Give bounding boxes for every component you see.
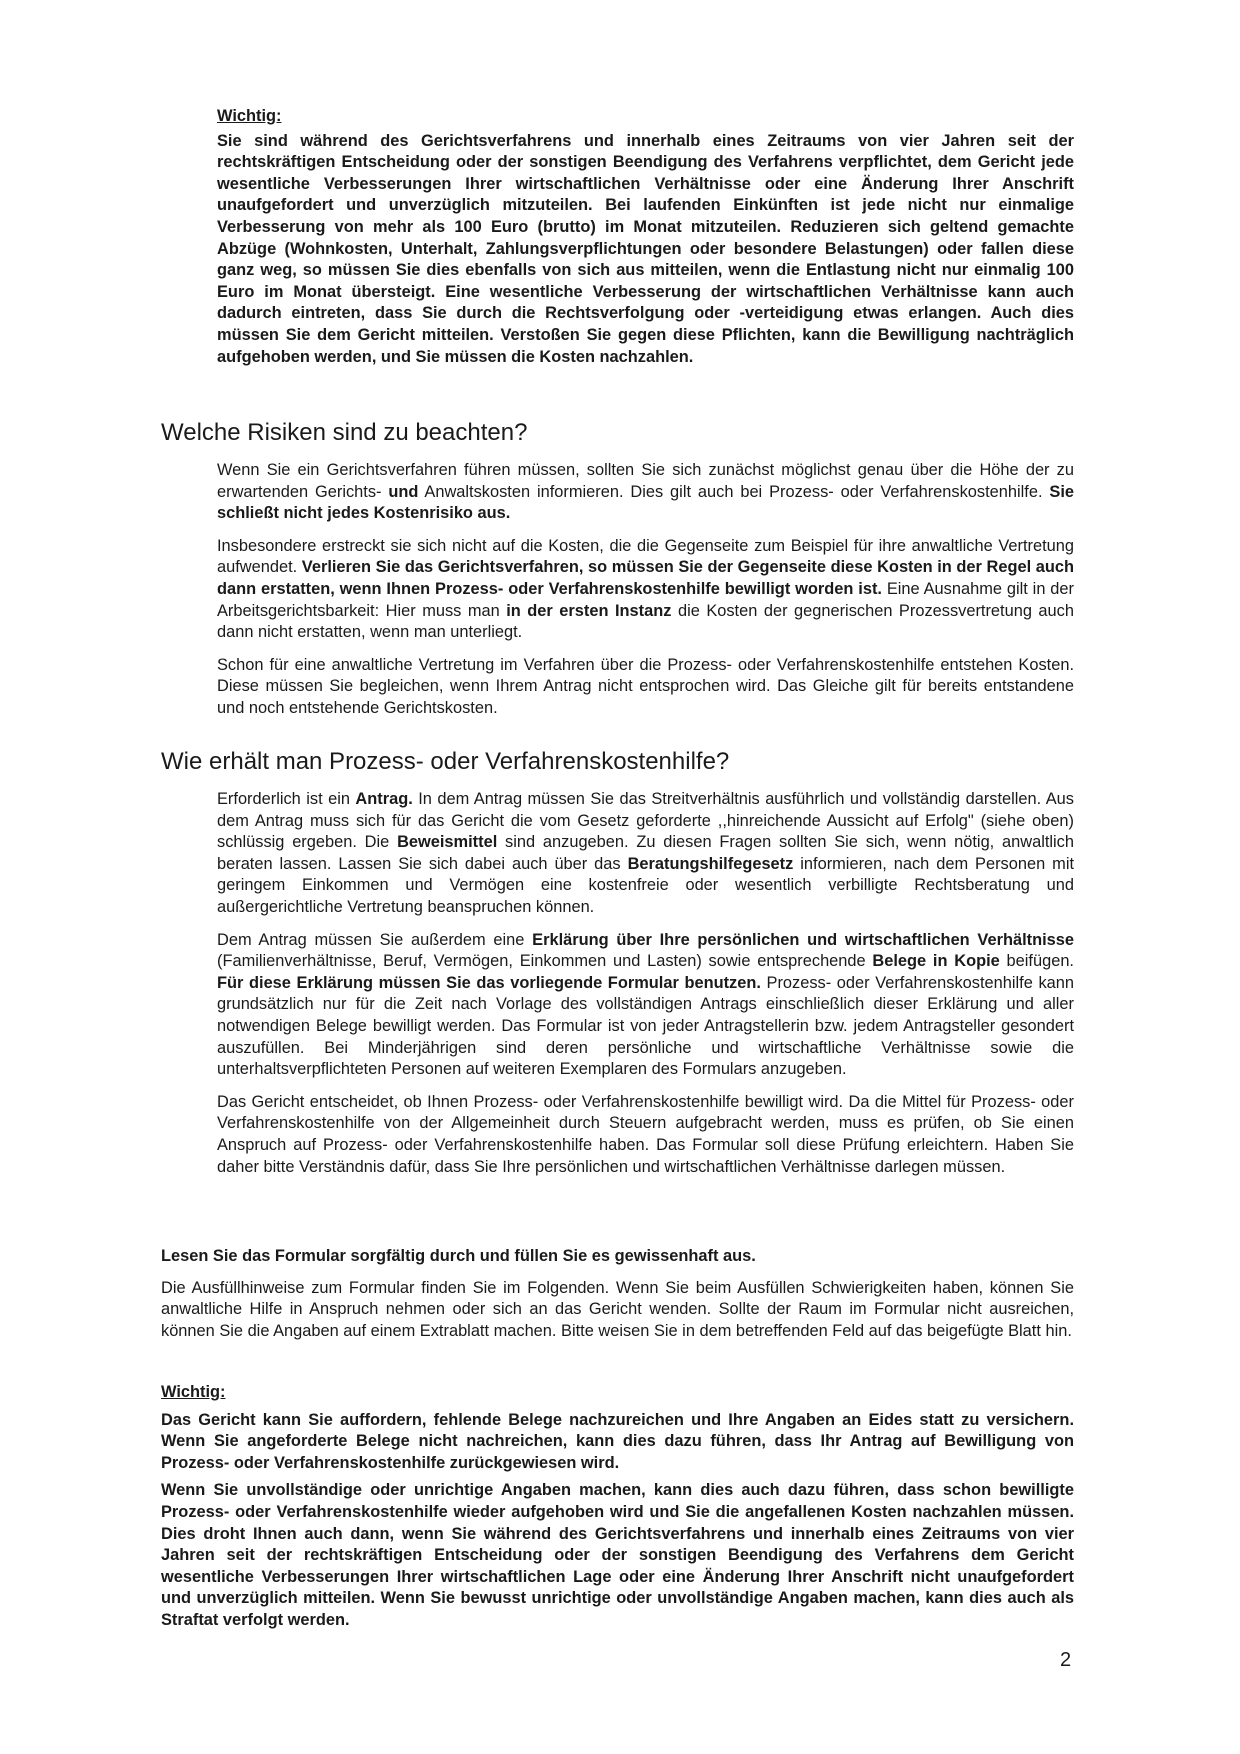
section-heading-risks: Welche Risiken sind zu beachten? [161,419,528,446]
application-paragraph-1: Erforderlich ist ein Antrag. In dem Antrag müssen Sie das Streitverhältnis ausführlich und vollständig darstellen. Aus dem Antrag muss sich für das Gericht die vom Gesetz geforderte ,,hinreichende Aussicht auf Erfolg" (siehe oben) schlüssig ergeben. Die Beweismittel sind anzugeben. Zu diesen Fragen sollten Sie sich, wenn nötig, anwaltlich beraten lassen. Lassen Sie sich dabei auch über das Beratungshilfegesetz informieren, nach dem Personen mit geringem Einkommen und Vermögen eine kostenfreie oder wesentlich verbilligte Rechtsberatung und außergerichtliche Vertretung beanspruchen können. [217,790,1075,916]
important-label: Wichtig: [161,1383,226,1401]
risks-paragraph-2: Insbesondere erstreckt sie sich nicht auf die Kosten, die die Gegenseite zum Beispiel für ihre anwaltliche Vertretung aufwendet. Verlieren Sie das Gerichtsverfahren, so müssen Sie der Gegenseite diese Kosten in der Regel auch dann erstatten, wenn Ihnen Prozess- oder Verfahrenskostenhilfe bewilligt worden ist. Eine Ausnahme gilt in der Arbeitsgerichtsbarkeit: Hier muss man in der ersten Instanz die Kosten der gegnerischen Prozessvertretung auch dann nicht erstatten, wenn man unterliegt. [217,536,1074,642]
important-notice-text-1: Das Gericht kann Sie auffordern, fehlende Belege nachzureichen und Ihre Angaben an Eides statt zu versichern. Wenn Sie angeforderte Belege nicht nachreichen, kann dies dazu führen, dass Ihr Antrag auf Bewilligung von Prozess- oder Verfahrenskostenhilfe zurückgewiesen wird. [161,1410,1074,1472]
risks-section-body [217,460,1074,720]
section-heading-application: Wie erhält man Prozess- oder Verfahrenskostenhilfe? [161,748,730,775]
application-section-body [217,789,1074,1178]
risks-paragraph-1: Wenn Sie ein Gerichtsverfahren führen müssen, sollten Sie sich zunächst möglichst genau über die Höhe der zu erwartenden Gerichts- und Anwaltskosten informieren. Dies gilt auch bei Prozess- oder Verfahrenskostenhilfe. Sie schließt nicht jedes Kostenrisiko aus. [217,461,1074,523]
risks-paragraph-3: Schon für eine anwaltliche Vertretung im Verfahren über die Prozess- oder Verfahrenskostenhilfe entstehen Kosten. Diese müssen Sie begleichen, wenn Ihrem Antrag nicht entsprochen wird. Das Gleiche gilt für bereits entstandene und noch entstehende Gerichtskosten. [217,655,1074,717]
important-notice-1 [217,106,1074,368]
application-paragraph-2: Dem Antrag müssen Sie außerdem eine Erklärung über Ihre persönlichen und wirtschaftlichen Verhältnisse (Familienverhältnisse, Beruf, Vermögen, Einkommen und Lasten) sowie entsprechende Belege in Kopie beifügen. Für diese Erklärung müssen Sie das vorliegende Formular benutzen. Prozess- oder Verfahrenskostenhilfe kann grundsätzlich nur für die Zeit nach Vorlage des vollständigen Antrags einschließlich dieser Erklärung und aller notwendigen Belege bewilligt werden. Das Formular ist von jeder Antragstellerin bzw. jedem Antragsteller gesondert auszufüllen. Bei Minderjährigen sind deren persönliche und wirtschaftliche Verhältnisse sowie die unterhaltsverpflichteten Personen auf weiteren Exemplaren des Formulars anzugeben. [217,930,1074,1079]
page-number: 2 [1060,1649,1072,1671]
instructions-block [161,1246,1074,1342]
important-notice-2 [161,1382,1074,1632]
important-label: Wichtig: [217,107,282,125]
instructions-text: Die Ausfüllhinweise zum Formular finden Sie im Folgenden. Wenn Sie beim Ausfüllen Schwierigkeiten haben, können Sie anwaltliche Hilfe in Anspruch nehmen oder sich an das Gericht wenden. Sollte der Raum im Formular nicht ausreichen, können Sie die Angaben auf einem Extrablatt machen. Bitte weisen Sie in dem betreffenden Feld auf das beigefügte Blatt hin. [161,1278,1074,1340]
important-notice-text-2: Wenn Sie unvollständige oder unrichtige Angaben machen, kann dies auch dazu führen, dass schon bewilligte Prozess- oder Verfahrenskostenhilfe wieder aufgehoben wird und Sie die angefallenen Kosten nachzahlen müssen. Dies droht Ihnen auch dann, wenn Sie während des Gerichtsverfahrens und innerhalb eines Zeitraums von vier Jahren seit der rechtskräftigen Entscheidung oder der sonstigen Beendigung des Verfahrens dem Gericht wesentliche Verbesserungen Ihrer wirtschaftlichen Lage oder eine Änderung Ihrer Anschrift nicht unaufgefordert und unverzüglich mitteilen. Wenn Sie bewusst unrichtige oder unvollständige Angaben machen, kann dies auch als Straftat verfolgt werden. [161,1481,1074,1629]
instructions-bold-line: Lesen Sie das Formular sorgfältig durch und füllen Sie es gewissenhaft aus. [161,1247,756,1265]
important-notice-text: Sie sind während des Gerichtsverfahrens und innerhalb eines Zeitraums von vier Jahren seit der rechtskräftigen Entscheidung oder der sonstigen Beendigung des Verfahrens verpflichtet, dem Gericht jede wesentliche Verbesserungen Ihrer wirtschaftlichen Verhältnisse oder eine Änderung Ihrer Anschrift unaufgefordert und unverzüglich mitzuteilen. Bei laufenden Einkünften ist jede nicht nur einmalige Verbesserung von mehr als 100 Euro (brutto) im Monat mitzuteilen. Reduzieren sich geltend gemachte Abzüge (Wohnkosten, Unterhalt, Zahlungsverpflichtungen oder besondere Belastungen) oder fallen diese ganz weg, so müssen Sie dies ebenfalls von sich aus mitteilen, wenn die Entlastung nicht nur einmalig 100 Euro im Monat übersteigt. Eine wesentliche Verbesserung der wirtschaftlichen Verhältnisse kann auch dadurch eintreten, dass Sie durch die Rechtsverfolgung oder -verteidigung etwas erlangen. Auch dies müssen Sie dem Gericht mitteilen. Verstoßen Sie gegen diese Pflichten, kann die Bewilligung nachträglich aufgehoben werden, und Sie müssen die Kosten nachzahlen. [217,131,1074,366]
application-paragraph-3: Das Gericht entscheidet, ob Ihnen Prozess- oder Verfahrenskostenhilfe bewilligt wird. Da die Mittel für Prozess- oder Verfahrenskostenhilfe von der Allgemeinheit durch Steuern aufgebracht werden, muss es prüfen, ob Sie einen Anspruch auf Prozess- oder Verfahrenskostenhilfe haben. Das Formular soll diese Prüfung erleichtern. Haben Sie daher bitte Verständnis dafür, dass Sie Ihre persönlichen und wirtschaftlichen Verhältnisse darlegen müssen. [217,1092,1074,1176]
